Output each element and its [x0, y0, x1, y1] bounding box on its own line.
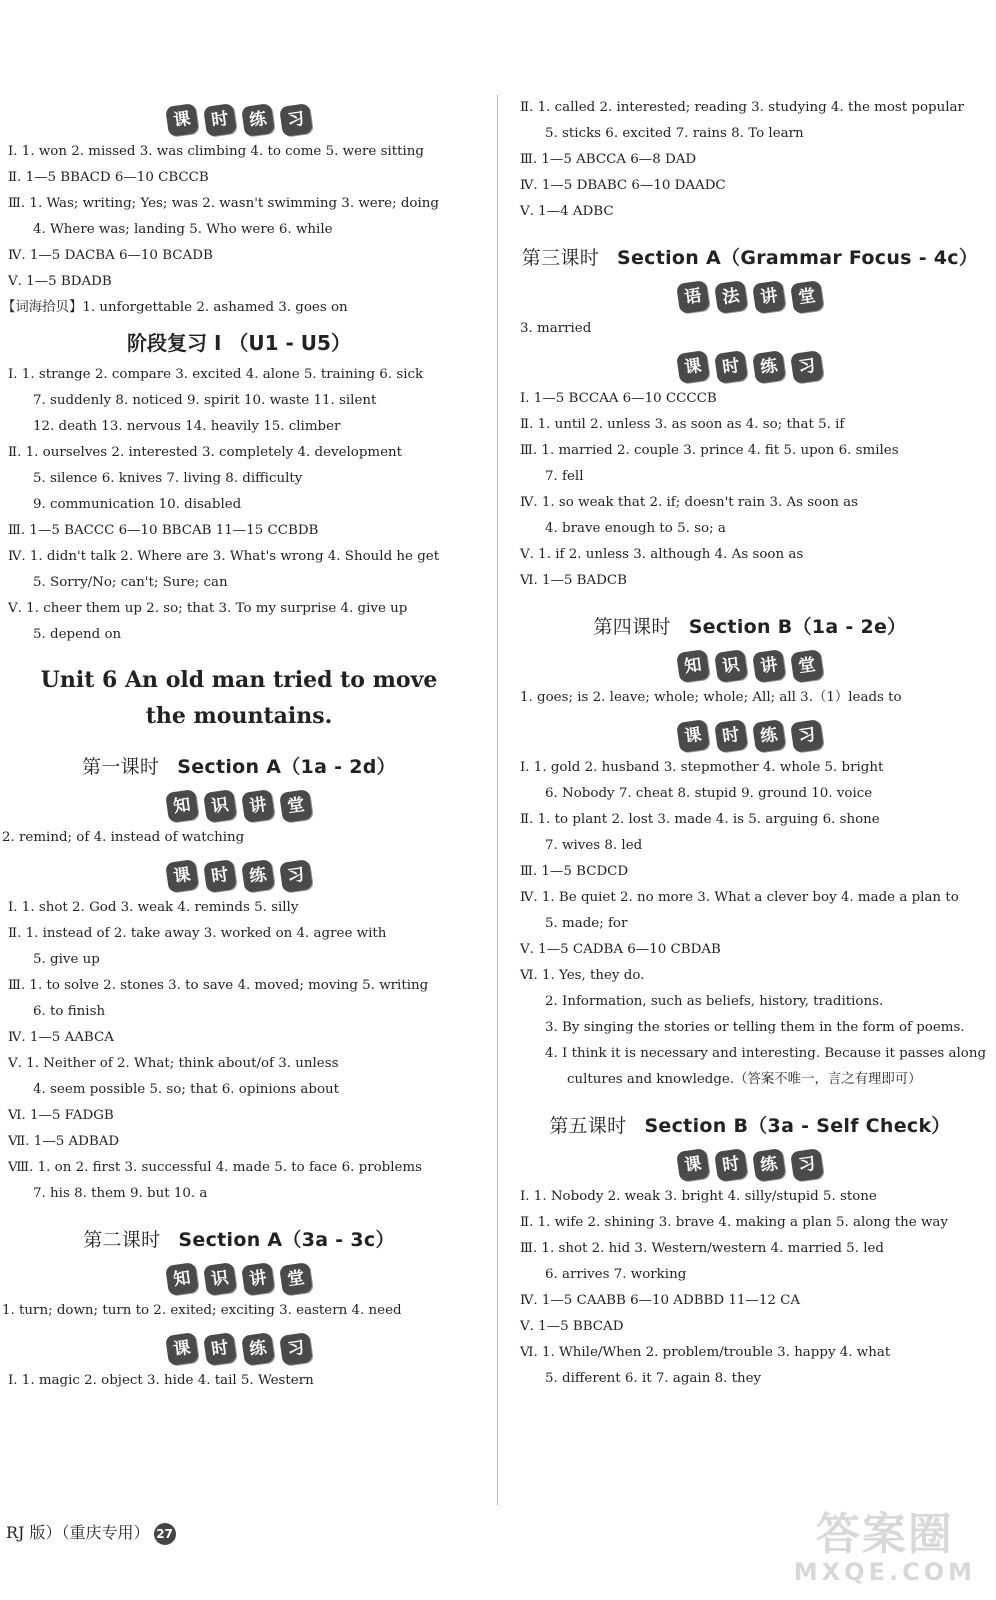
watermark-logo: [793, 1509, 976, 1586]
section-title: [0, 734, 478, 781]
answer-line: 5. different 6. it 7. again 8. they: [545, 1371, 762, 1386]
watermark-text: 答案圈: [815, 1509, 954, 1560]
answer-line: Ⅵ. 1. Yes, they do.: [520, 968, 645, 983]
section-title-en: Section B（1a - 2e）: [688, 616, 907, 638]
answer-line: Ⅱ. 1. ourselves 2. interested 3. completely 4. development: [8, 445, 403, 460]
answer-line: 6. to finish: [33, 1004, 106, 1019]
badge-char: 讲: [752, 649, 786, 683]
answer-line: 5. sticks 6. excited 7. rains 8. To learn: [545, 126, 804, 141]
answer-line: Ⅳ. 1—5 AABCA: [8, 1030, 114, 1045]
answer-line: cultures and knowledge.（答案不唯一，言之有理即可）: [567, 1072, 922, 1087]
badge-char: 堂: [279, 789, 313, 823]
answer-line: Ⅲ. 1. Was; writing; Yes; was 2. wasn't swimming 3. were; doing: [8, 196, 439, 211]
badge-char: 识: [714, 649, 748, 683]
badge-char: 堂: [279, 1262, 313, 1296]
page-number: 27: [154, 1523, 176, 1545]
answer-line: Ⅱ. 1. until 2. unless 3. as soon as 4. so; that 5. if: [520, 417, 845, 432]
practice-header: [512, 342, 988, 386]
answer-line: Ⅴ. 1—5 CADBA 6—10 CBDAB: [520, 942, 721, 957]
answer-line: Ⅳ. 1—5 DACBA 6—10 BCADB: [8, 248, 213, 263]
answer-line: Ⅳ. 1—5 CAABB 6—10 ADBBD 11—12 CA: [520, 1293, 801, 1308]
answer-line: Ⅰ. 1. gold 2. husband 3. stepmother 4. whole 5. bright: [520, 760, 884, 775]
answer-line: 2. Information, such as beliefs, history, traditions.: [545, 994, 884, 1009]
section-title: [512, 594, 988, 641]
badge-char: 语: [676, 280, 710, 314]
answer-line: Ⅳ. 1. didn't talk 2. Where are 3. What's wrong 4. Should he get: [8, 549, 440, 564]
badge-char: 习: [790, 719, 824, 753]
badge-char: 课: [165, 1332, 199, 1366]
answer-line: Ⅲ. 1. shot 2. hid 3. Western/western 4. married 5. led: [520, 1241, 884, 1256]
badge-char: 时: [714, 1148, 748, 1182]
answer-line: 9. communication 10. disabled: [33, 497, 242, 512]
answer-line: 3. married: [520, 321, 592, 336]
answer-line: Ⅰ. 1. won 2. missed 3. was climbing 4. to come 5. were sitting: [8, 144, 424, 159]
answer-line: Ⅷ. 1. on 2. first 3. successful 4. made 5. to face 6. problems: [8, 1160, 423, 1175]
badge-char: 讲: [241, 1262, 275, 1296]
knowledge-header: [0, 781, 478, 825]
answer-line: Ⅲ. 1—5 BCDCD: [520, 864, 629, 879]
section-title-cn: 第二课时: [83, 1229, 161, 1251]
answer-line: 4. I think it is necessary and interesting. Because it passes along: [545, 1046, 987, 1061]
stage-review-title: 阶段复习 I （U1 - U5）: [127, 331, 351, 355]
answer-line: 5. made; for: [545, 916, 628, 931]
knowledge-header: [0, 1254, 478, 1298]
answer-line: Ⅱ. 1. to plant 2. lost 3. made 4. is 5. arguing 6. shone: [520, 812, 880, 827]
badge-char: 课: [165, 103, 199, 137]
answer-line: 1. turn; down; turn to 2. exited; exciting 3. eastern 4. need: [2, 1303, 402, 1318]
answer-line: Ⅱ. 1. instead of 2. take away 3. worked on 4. agree with: [8, 926, 387, 941]
section-title-en: Section A（1a - 2d）: [177, 756, 396, 778]
badge-char: 练: [752, 1148, 786, 1182]
section-title-en: Section A（Grammar Focus - 4c）: [617, 247, 979, 269]
section-title-en: Section A（3a - 3c）: [178, 1229, 395, 1251]
right-column: [512, 95, 988, 1392]
section-title-cn: 第五课时: [549, 1115, 627, 1137]
answer-line: Ⅴ. 1. if 2. unless 3. although 4. As soon as: [520, 547, 804, 562]
answer-line: Ⅰ. 1. Nobody 2. weak 3. bright 4. silly/stupid 5. stone: [520, 1189, 877, 1204]
answer-line: Ⅵ. 1. While/When 2. problem/trouble 3. happy 4. what: [520, 1345, 891, 1360]
answer-line: 2. remind; of 4. instead of watching: [2, 830, 245, 845]
badge-char: 讲: [752, 280, 786, 314]
practice-header: [0, 851, 478, 895]
section-title-cn: 第四课时: [593, 616, 671, 638]
answer-line: Ⅳ. 1—5 DBABC 6—10 DAADC: [520, 178, 726, 193]
left-column: [0, 95, 478, 1394]
answer-line: Ⅰ. 1. strange 2. compare 3. excited 4. alone 5. training 6. sick: [8, 367, 424, 382]
answer-line: Ⅶ. 1—5 ADBAD: [8, 1134, 120, 1149]
badge-char: 习: [279, 1332, 313, 1366]
answer-line: 6. arrives 7. working: [545, 1267, 687, 1282]
unit-title: [0, 648, 478, 734]
answer-line: Ⅱ. 1—5 BBACD 6—10 CBCCB: [8, 170, 209, 185]
badge-char: 课: [676, 1148, 710, 1182]
badge-char: 堂: [790, 280, 824, 314]
answer-line: 7. suddenly 8. noticed 9. spirit 10. waste 11. silent: [33, 393, 377, 408]
answer-line: Ⅵ. 1—5 BADCB: [520, 573, 628, 588]
section-title: [512, 225, 988, 272]
answer-line: Ⅱ. 1. called 2. interested; reading 3. studying 4. the most popular: [520, 100, 964, 115]
answer-line: Ⅲ. 1. married 2. couple 3. prince 4. fit 5. upon 6. smiles: [520, 443, 899, 458]
answer-line: 【词海拾贝】1. unforgettable 2. ashamed 3. goes on: [2, 300, 348, 315]
answer-line: 6. Nobody 7. cheat 8. stupid 9. ground 10. voice: [545, 786, 873, 801]
badge-char: 时: [714, 719, 748, 753]
answer-line: 1. goes; is 2. leave; whole; whole; All; all 3.（1）leads to: [520, 690, 902, 705]
practice-header: [512, 1140, 988, 1184]
badge-char: 习: [279, 103, 313, 137]
unit-title-line-1: Unit 6 An old man tried to move: [40, 667, 438, 693]
practice-header: [0, 1324, 478, 1368]
answer-line: 12. death 13. nervous 14. heavily 15. climber: [33, 419, 341, 434]
answer-line: 5. give up: [33, 952, 100, 967]
badge-char: 习: [279, 859, 313, 893]
answer-line: 5. Sorry/No; can't; Sure; can: [33, 575, 228, 590]
section-title-cn: 第三课时: [521, 247, 599, 269]
badge-char: 练: [241, 859, 275, 893]
badge-char: 时: [203, 859, 237, 893]
badge-char: 知: [676, 649, 710, 683]
badge-char: 练: [752, 350, 786, 384]
answer-line: 4. brave enough to 5. so; a: [545, 521, 726, 536]
column-divider: [497, 95, 498, 1505]
badge-char: 练: [752, 719, 786, 753]
knowledge-header: [512, 641, 988, 685]
badge-char: 课: [165, 859, 199, 893]
answer-line: 4. seem possible 5. so; that 6. opinions about: [33, 1082, 340, 1097]
badge-char: 知: [165, 789, 199, 823]
practice-header: [512, 711, 988, 755]
badge-char: 时: [714, 350, 748, 384]
answer-line: Ⅰ. 1. shot 2. God 3. weak 4. reminds 5. silly: [8, 900, 299, 915]
section-title-en: Section B（3a - Self Check）: [644, 1115, 951, 1137]
section-title: [0, 1207, 478, 1254]
watermark-url: MXQE.COM: [793, 1558, 976, 1586]
badge-char: 识: [203, 789, 237, 823]
answer-line: 3. By singing the stories or telling them in the form of poems.: [545, 1020, 965, 1035]
badge-char: 时: [203, 1332, 237, 1366]
answer-line: Ⅳ. 1. so weak that 2. if; doesn't rain 3. As soon as: [520, 495, 859, 510]
answer-line: Ⅳ. 1. Be quiet 2. no more 3. What a clever boy 4. made a plan to: [520, 890, 959, 905]
section-title: [512, 1093, 988, 1140]
answer-line: 5. depend on: [33, 627, 122, 642]
badge-char: 练: [241, 103, 275, 137]
badge-char: 练: [241, 1332, 275, 1366]
badge-char: 课: [676, 350, 710, 384]
answer-line: Ⅰ. 1—5 BCCAA 6—10 CCCCB: [520, 391, 717, 406]
badge-char: 习: [790, 1148, 824, 1182]
answer-line: 7. wives 8. led: [545, 838, 643, 853]
answer-line: Ⅱ. 1. wife 2. shining 3. brave 4. making a plan 5. along the way: [520, 1215, 948, 1230]
badge-char: 识: [203, 1262, 237, 1296]
answer-line: Ⅰ. 1. magic 2. object 3. hide 4. tail 5. Western: [8, 1373, 314, 1388]
answer-line: 5. silence 6. knives 7. living 8. difficulty: [33, 471, 303, 486]
answer-line: Ⅴ. 1—5 BDADB: [8, 274, 112, 289]
answer-line: Ⅲ. 1—5 BACCC 6—10 BBCAB 11—15 CCBDB: [8, 523, 319, 538]
edition-label: RJ 版）（重庆专用）: [6, 1523, 150, 1542]
badge-char: 课: [676, 719, 710, 753]
answer-line: 7. fell: [545, 469, 584, 484]
answer-line: Ⅴ. 1—4 ADBC: [520, 204, 614, 219]
grammar-header: [512, 272, 988, 316]
badge-char: 法: [714, 280, 748, 314]
badge-char: 时: [203, 103, 237, 137]
badge-char: 讲: [241, 789, 275, 823]
practice-header: [0, 95, 478, 139]
answer-line: Ⅲ. 1. to solve 2. stones 3. to save 4. moved; moving 5. writing: [8, 978, 429, 993]
answer-line: Ⅴ. 1—5 BBCAD: [520, 1319, 624, 1334]
section-title-cn: 第一课时: [82, 756, 160, 778]
answer-line: Ⅲ. 1—5 ABCCA 6—8 DAD: [520, 152, 697, 167]
answer-line: 4. Where was; landing 5. Who were 6. while: [33, 222, 333, 237]
answer-line: Ⅵ. 1—5 FADGB: [8, 1108, 114, 1123]
badge-char: 习: [790, 350, 824, 384]
badge-char: 知: [165, 1262, 199, 1296]
unit-title-line-2: the mountains.: [145, 703, 333, 729]
badge-char: 堂: [790, 649, 824, 683]
answer-line: Ⅴ. 1. Neither of 2. What; think about/of 3. unless: [8, 1056, 339, 1071]
answer-line: Ⅴ. 1. cheer them up 2. so; that 3. To my surprise 4. give up: [8, 601, 408, 616]
page-footer: [6, 1520, 176, 1545]
answer-line: 7. his 8. them 9. but 10. a: [33, 1186, 208, 1201]
